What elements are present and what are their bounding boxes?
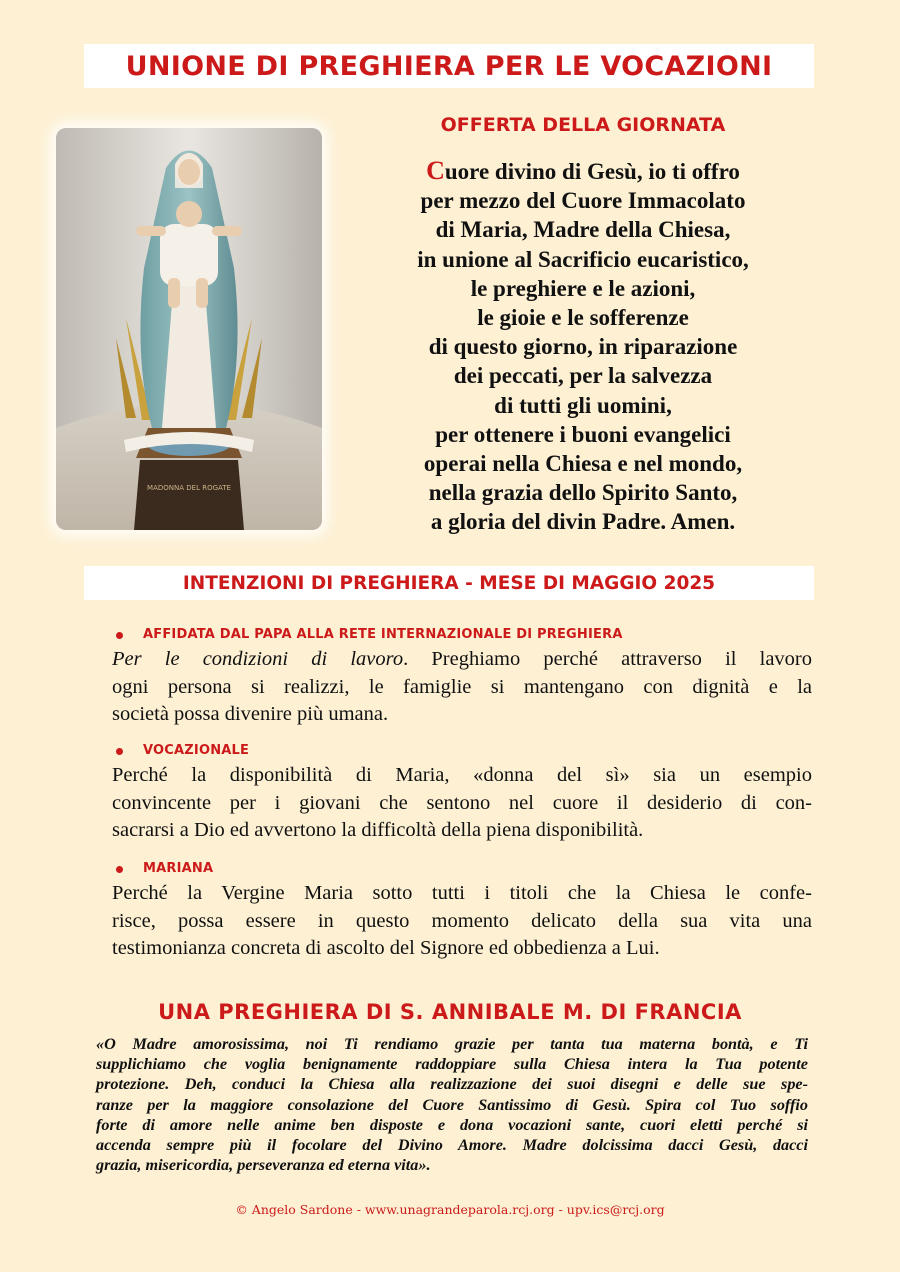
bullet-icon bbox=[116, 866, 123, 873]
intention-vocational bbox=[112, 740, 812, 845]
statue-banner-text: MADONNA DEL ROGATE bbox=[147, 484, 231, 492]
intention-lead: Per le condizioni di lavoro bbox=[112, 648, 404, 670]
footer-credits: © Angelo Sardone - www.unagrandeparola.rcj.org - upv.ics@rcj.org bbox=[235, 1202, 665, 1217]
offering-heading: OFFERTA DELLA GIORNATA bbox=[440, 114, 726, 136]
annibale-line: forte di amore nelle anime ben disposte e dona vocazioni sante, cuori eletti perché si bbox=[96, 1115, 808, 1134]
annibale-line: supplichiamo che voglia benignamente raddoppiare sulla Chiesa intera la Tua potente bbox=[96, 1055, 808, 1074]
intention-title: VOCAZIONALE bbox=[112, 740, 812, 762]
page-title: UNIONE DI PREGHIERA PER LE VOCAZIONI bbox=[125, 50, 773, 82]
intention-marian bbox=[112, 858, 812, 963]
prayer-line: per ottenere i buoni evangelici bbox=[435, 421, 731, 447]
intentions-heading: INTENZIONI DI PREGHIERA - MESE DI MAGGIO 2025 bbox=[182, 572, 716, 594]
prayer-line: a gloria del divin Padre. Amen. bbox=[430, 509, 736, 535]
annibale-line: «O Madre amorosissima, noi Ti rendiamo grazie per tanta tua materna bontà, e Ti bbox=[96, 1035, 808, 1053]
prayer-line: di Maria, Madre della Chiesa, bbox=[435, 217, 731, 243]
prayer-line: Cuore divino di Gesù, io ti offro bbox=[426, 156, 740, 185]
intention-title: AFFIDATA DAL PAPA ALLA RETE INTERNAZIONALE DI PREGHIERA bbox=[112, 624, 812, 646]
title-box bbox=[84, 44, 814, 88]
annibale-line: ranze per la maggiore consolazione del Cuore Santissimo di Gesù. Spira col Tuo soffio bbox=[96, 1095, 808, 1114]
prayer-line: le preghiere e le azioni, bbox=[470, 275, 696, 301]
prayer-line: di questo giorno, in riparazione bbox=[428, 334, 738, 360]
prayer-line: per mezzo del Cuore Immacolato bbox=[420, 188, 746, 214]
prayer-line: di tutti gli uomini, bbox=[494, 392, 672, 418]
madonna-statue-image bbox=[56, 128, 322, 530]
intentions-heading-box bbox=[84, 566, 814, 600]
prayer-line: le gioie e le sofferenze bbox=[477, 305, 689, 331]
annibale-line: protezione. Deh, conduci la Chiesa alla realizzazione dei suoi disegni e delle sue spe- bbox=[96, 1075, 808, 1094]
annibale-line: accenda sempre più il focolare del Divino Amore. Madre dolcissima dacci Gesù, dacci bbox=[96, 1136, 808, 1155]
intention-body: Per le condizioni di lavoro. Preghiamo perché attraverso il lavoro ogni persona si realizzi, le famiglie si mantengano con dignità e la società possa divenire più umana. bbox=[112, 648, 812, 725]
intention-body: Perché la disponibilità di Maria, «donna del sì» sia un esempio convincente per i giovani che sentono nel cuore il desiderio di con- sacrarsi a Dio ed avvertono la difficoltà della piena disponibilità. bbox=[112, 764, 812, 841]
prayer-line: nella grazia dello Spirito Santo, bbox=[428, 480, 738, 506]
annibale-line: grazia, misericordia, perseveranza ed eterna vita». bbox=[96, 1156, 431, 1175]
drop-cap: C bbox=[426, 156, 445, 185]
prayer-line: operai nella Chiesa e nel mondo, bbox=[423, 451, 743, 477]
prayer-line: in unione al Sacrificio eucaristico, bbox=[417, 246, 749, 272]
bullet-icon bbox=[116, 632, 123, 639]
annibale-heading: UNA PREGHIERA DI S. ANNIBALE M. DI FRANCIA bbox=[158, 1000, 742, 1024]
intention-body: Perché la Vergine Maria sotto tutti i titoli che la Chiesa le confe- risce, possa essere in questo momento delicato della sua vita una testimonianza concreta di ascolto del Signore ed obbedienza a Lui. bbox=[112, 882, 812, 959]
offering-prayer bbox=[352, 156, 814, 537]
intention-pope bbox=[112, 624, 812, 729]
prayer-line: dei peccati, per la salvezza bbox=[453, 363, 713, 389]
intention-title: MARIANA bbox=[112, 858, 812, 880]
annibale-prayer bbox=[96, 1034, 808, 1175]
bullet-icon bbox=[116, 748, 123, 755]
statue-illustration bbox=[56, 128, 322, 530]
